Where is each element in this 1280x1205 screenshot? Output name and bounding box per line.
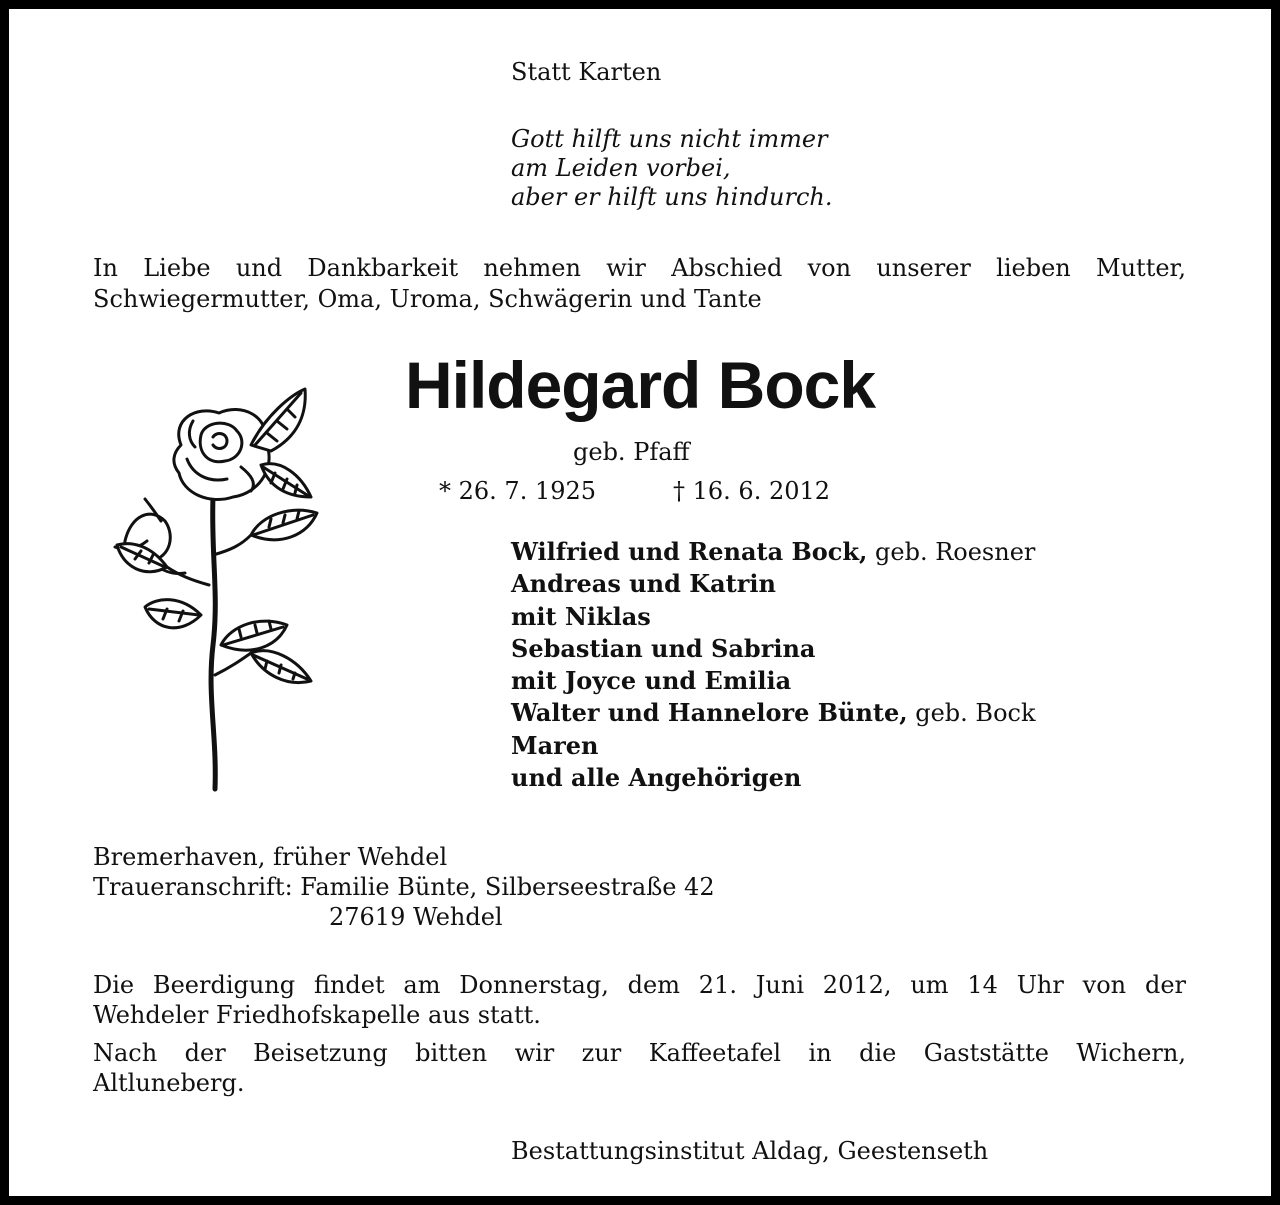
funeral-line-1: Die Beerdigung findet am Donnerstag, dem 21. Juni 2012, um 14 Uhr von der: [93, 971, 1186, 999]
birth-date: * 26. 7. 1925: [439, 477, 597, 505]
intro-line-2: Schwiegermutter, Oma, Uroma, Schwägerin und Tante: [93, 285, 762, 313]
funeral-line-2: Wehdeler Friedhofskapelle aus statt.: [93, 1001, 541, 1029]
death-date: † 16. 6. 2012: [673, 477, 831, 505]
mourners-list: [511, 536, 1036, 794]
birth-name: geb. Pfaff: [573, 438, 690, 466]
list-item: und alle Angehörigen: [511, 763, 802, 793]
list-item: mit Joyce und Emilia: [511, 666, 792, 696]
list-item: Walter und Hannelore Bünte, geb. Bock: [511, 698, 1036, 728]
list-item: Maren: [511, 730, 599, 760]
motto-line: am Leiden vorbei,: [511, 154, 731, 182]
statt-karten: Statt Karten: [511, 58, 662, 86]
intro-line-1: In Liebe und Dankbarkeit nehmen wir Abschied von unserer lieben Mutter,: [93, 254, 1186, 282]
rose-icon: [101, 375, 321, 795]
list-item: Andreas und Katrin: [511, 569, 776, 599]
motto-line: aber er hilft uns hindurch.: [511, 183, 833, 211]
address-line: Bremerhaven, früher Wehdel: [93, 843, 448, 871]
list-item: Sebastian und Sabrina: [511, 633, 816, 663]
undertaker: Bestattungsinstitut Aldag, Geestenseth: [511, 1137, 989, 1165]
list-item: Wilfried und Renata Bock, geb. Roesner: [511, 537, 1036, 566]
list-item: mit Niklas: [511, 601, 651, 631]
motto-line: Gott hilft uns nicht immer: [511, 125, 828, 153]
deceased-name: Hildegard Bock: [404, 348, 876, 422]
address-line: Traueranschrift: Familie Bünte, Silberseestraße 42: [93, 873, 715, 901]
address-line: 27619 Wehdel: [329, 903, 503, 931]
coffee-line-1: Nach der Beisetzung bitten wir zur Kaffeetafel in die Gaststätte Wichern,: [93, 1039, 1186, 1067]
coffee-line-2: Altluneberg.: [93, 1069, 245, 1097]
